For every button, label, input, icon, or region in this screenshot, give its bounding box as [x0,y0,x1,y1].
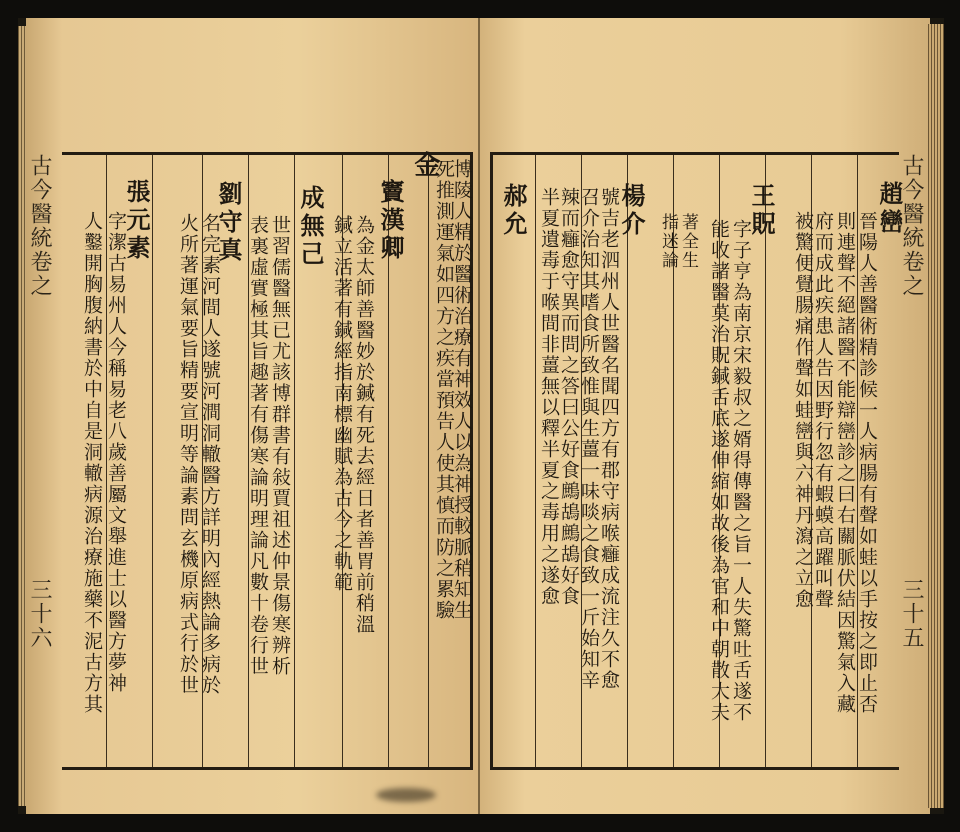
dynasty-mark-jin: 金 [410,151,440,181]
entry-title-wang-kuang: 王貺 [747,183,776,239]
left-column-1: 世習儒醫無已尤該博群書有敍賈祖述仲景傷寒辨析 [269,215,291,677]
left-text-frame [62,152,473,770]
entry-title-liu-shouzhen: 劉守真 [214,181,243,265]
left-folio: 三十六 [27,578,52,650]
left-column-5: 火所著運氣要旨精要宣明等論素問玄機原病式行於世 [177,213,199,696]
dou-text-1: 為金太師善醫妙於鍼有死去經日者善胃前稍溫 [353,215,375,635]
entry-title-zhao-luan: 趙巒 [875,181,904,237]
entry-title-zhang-yuansu: 張元素 [122,179,151,263]
left-column-4: 名完素河間人遂號河澗洞轍醫方詳明內經熱論多病於 [199,213,221,696]
column-rule [535,155,536,767]
column-rule [627,155,628,767]
right-column-4: 府而成此疾患人告因野行忽有蝦蟆高躍叫聲 [812,211,834,610]
right-margin-header: 古今醫統卷之 [899,154,924,298]
left-column-7: 字潔古易州人今稱易老八歲善屬文舉進士以醫方夢神 [105,211,127,694]
open-book [18,18,944,814]
entry-title-hao-yun: 郝允 [499,183,528,239]
right-text-frame [490,152,904,770]
left-margin-header: 古今醫統卷之 [27,154,52,298]
right-column-13: 召介治知其嗜食所致惟與生薑一味啖之食致一斤始知辛 [578,187,600,691]
right-column-8: 能收諸醫莫治貺鍼舌底遂伸縮如故後為官和中朝散大夫 [708,219,730,723]
column-rule [294,155,295,767]
right-column-3: 則連聲不絕諸醫不能辯巒診之曰右關脈伏結因驚氣入藏 [834,211,856,715]
right-column-9: 著全生 [678,213,698,270]
entry-title-yang-jie: 楊介 [617,183,646,239]
left-column-2: 表裏虛實極其旨趣著有傷寒論明理論凡數十卷行世 [247,215,269,677]
entry-title-dou-hanqing: 竇漢卿 [376,179,405,263]
column-rule [152,155,153,767]
right-column-5: 被驚便覺腸痛作聲如蛙巒與六神丹瀉之立愈 [792,211,814,610]
right-column-2: 晉陽人善醫術精診候一人病腸有聲如蛙以手按之即止否 [856,211,878,715]
column-rule [765,155,766,767]
ru-text-1: 博陵人精於醫術治療有神效人以為神授較脈稍知生 [451,159,473,621]
column-rule [428,155,429,767]
entry-title-cheng-wuji: 成無己 [296,185,325,269]
right-column-15: 半夏遺毒于喉間非薑無以釋半夏之毒用之遂愈 [538,187,560,607]
book-edge-right [928,24,944,808]
ink-smudge [376,788,436,802]
left-page [26,18,480,814]
right-column-14: 辣而癰愈守異而問之答曰公好食鷓鴣鷓鴣好食 [558,187,580,607]
right-column-10: 指迷論 [658,213,678,270]
left-column-8: 人鑿開胸腹納書於中自是洞轍病源治療施藥不泥古方其 [81,211,103,715]
dou-text-2: 鍼立活著有鍼經指南標幽賦為古今之軌範 [331,215,353,593]
ru-text-2: 死推測運氣如四方之疾當預告人使其慎而防之累驗 [433,159,455,621]
right-column-12: 號吉老泗州人世醫名聞四方有郡守病喉癰成流注久不愈 [598,187,620,691]
right-column-7: 字子亨為南京宋毅叔之婿得傳醫之旨一人失驚吐舌遂不 [730,219,752,723]
right-page [480,18,930,814]
right-folio: 三十五 [899,578,924,650]
